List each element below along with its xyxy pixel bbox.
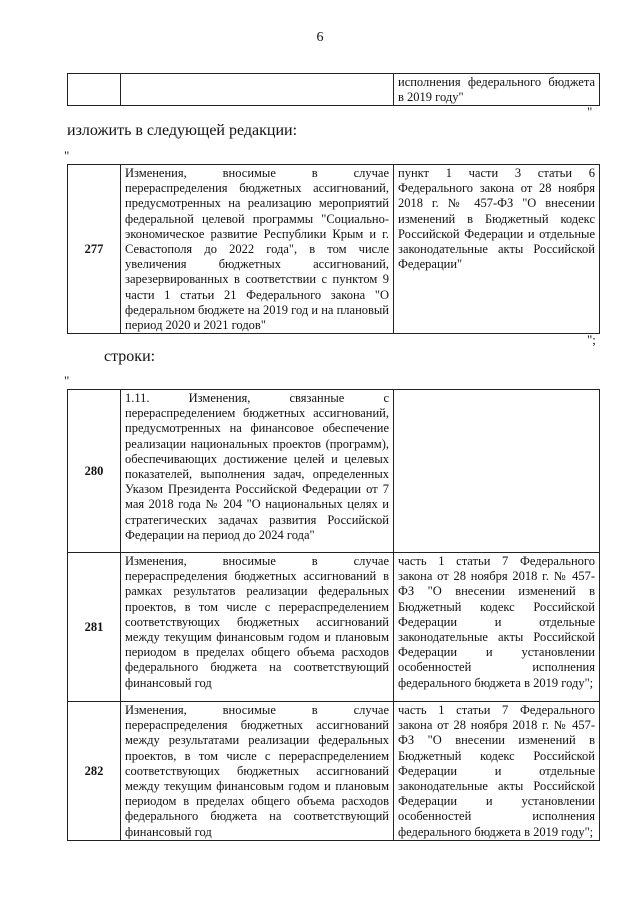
top-fragment-text: исполнения федерального бюджета в 2019 году" [398, 75, 595, 105]
row-280-basis-cell [394, 390, 600, 553]
phrase-amend-text: изложить в следующей редакции: [67, 122, 298, 139]
row-282-basis: часть 1 статьи 7 Федерального закона от 28 ноября 2018 г. № 457-ФЗ "О внесении изменений в Бюджетный кодекс Российской Федерации и отдельные законодательные акты Российской Федерации и установлении особенностей исполнения федерального бюджета в 2019 году"; [398, 703, 595, 839]
phrase-rows-text: строки: [104, 348, 156, 365]
row-280-description-cell [121, 390, 394, 553]
row-280-description: 1.11. Изменения, связанные с перераспределением бюджетных ассигнований, предусмотренных на финансовое обеспечение реализации национальных проектов (программ), обеспечивающих достижение целей и целевых показателей, выполнения задач, определенных Указом Президента Российской Федерации от 7 мая 2018 года № 204 "О национальных целях и стратегических задачах развития Российской Федерации на период до 2024 года" [125, 391, 389, 542]
row-281-basis: часть 1 статьи 7 Федерального закона от 28 ноября 2018 г. № 457-ФЗ "О внесении изменений в Бюджетный кодекс Российской Федерации и отдельные законодательные акты Российской Федерации и установлении особенностей исполнения федерального бюджета в 2019 году"; [398, 554, 595, 690]
opening-quote-1: " [64, 148, 70, 163]
closing-quote-2: "; [587, 332, 596, 347]
row-281-description-cell [121, 553, 394, 702]
top-fragment-number-cell [68, 74, 121, 106]
new-rows-table [67, 389, 600, 841]
row-277-description: Изменения, вносимые в случае перераспределения бюджетных ассигнований, предусмотренных на реализацию мероприятий федеральной целевой программы "Социально-экономическое развитие Республики Крым и г. Севастополя до 2022 года", в том числе увеличения бюджетных ассигнований, зарезервированных в соответствии с пунктом 9 части 1 статьи 21 Федерального закона "О федеральном бюджете на 2019 год и на плановый период 2020 и 2021 годов" [125, 166, 389, 333]
row-277-number: 277 [68, 165, 121, 334]
top-fragment-table [67, 73, 600, 106]
top-fragment-description-cell [121, 74, 394, 106]
row-281-basis-cell [394, 553, 600, 702]
page-number: 6 [316, 30, 324, 45]
row-280-number: 280 [68, 390, 121, 553]
row-282-description-cell [121, 702, 394, 841]
row-282-basis-cell [394, 702, 600, 841]
row-277-basis: пункт 1 части 3 статьи 6 Федерального закона от 28 ноября 2018 г. № 457-ФЗ "О внесении изменений в Бюджетный кодекс Российской Федерации и отдельные законодательные акты Российской Федерации" [398, 166, 595, 272]
top-fragment-basis-cell [394, 74, 600, 106]
row-281-number: 281 [68, 553, 121, 702]
table-row [68, 553, 600, 702]
row-277-description-cell [121, 165, 394, 334]
closing-quote-1: " [587, 104, 593, 119]
table-row [68, 390, 600, 553]
opening-quote-2: " [64, 373, 70, 388]
amended-row-table [67, 164, 600, 334]
row-282-number: 282 [68, 702, 121, 841]
row-277-basis-cell [394, 165, 600, 334]
row-281-description: Изменения, вносимые в случае перераспределения бюджетных ассигнований в рамках результатов реализации федеральных проектов, в том числе с перераспределением соответствующих бюджетных ассигнований между текущим финансовым годом и плановым периодом в пределах общего объема расходов федерального бюджета на соответствующий финансовый год [125, 554, 389, 690]
table-row [68, 702, 600, 841]
row-282-description: Изменения, вносимые в случае перераспределения бюджетных ассигнований между результатами реализации федеральных проектов, в том числе с перераспределением соответствующих бюджетных ассигнований между текущим финансовым годом и плановым периодом в пределах общего объема расходов федерального бюджета на соответствующий финансовый год [125, 703, 389, 839]
